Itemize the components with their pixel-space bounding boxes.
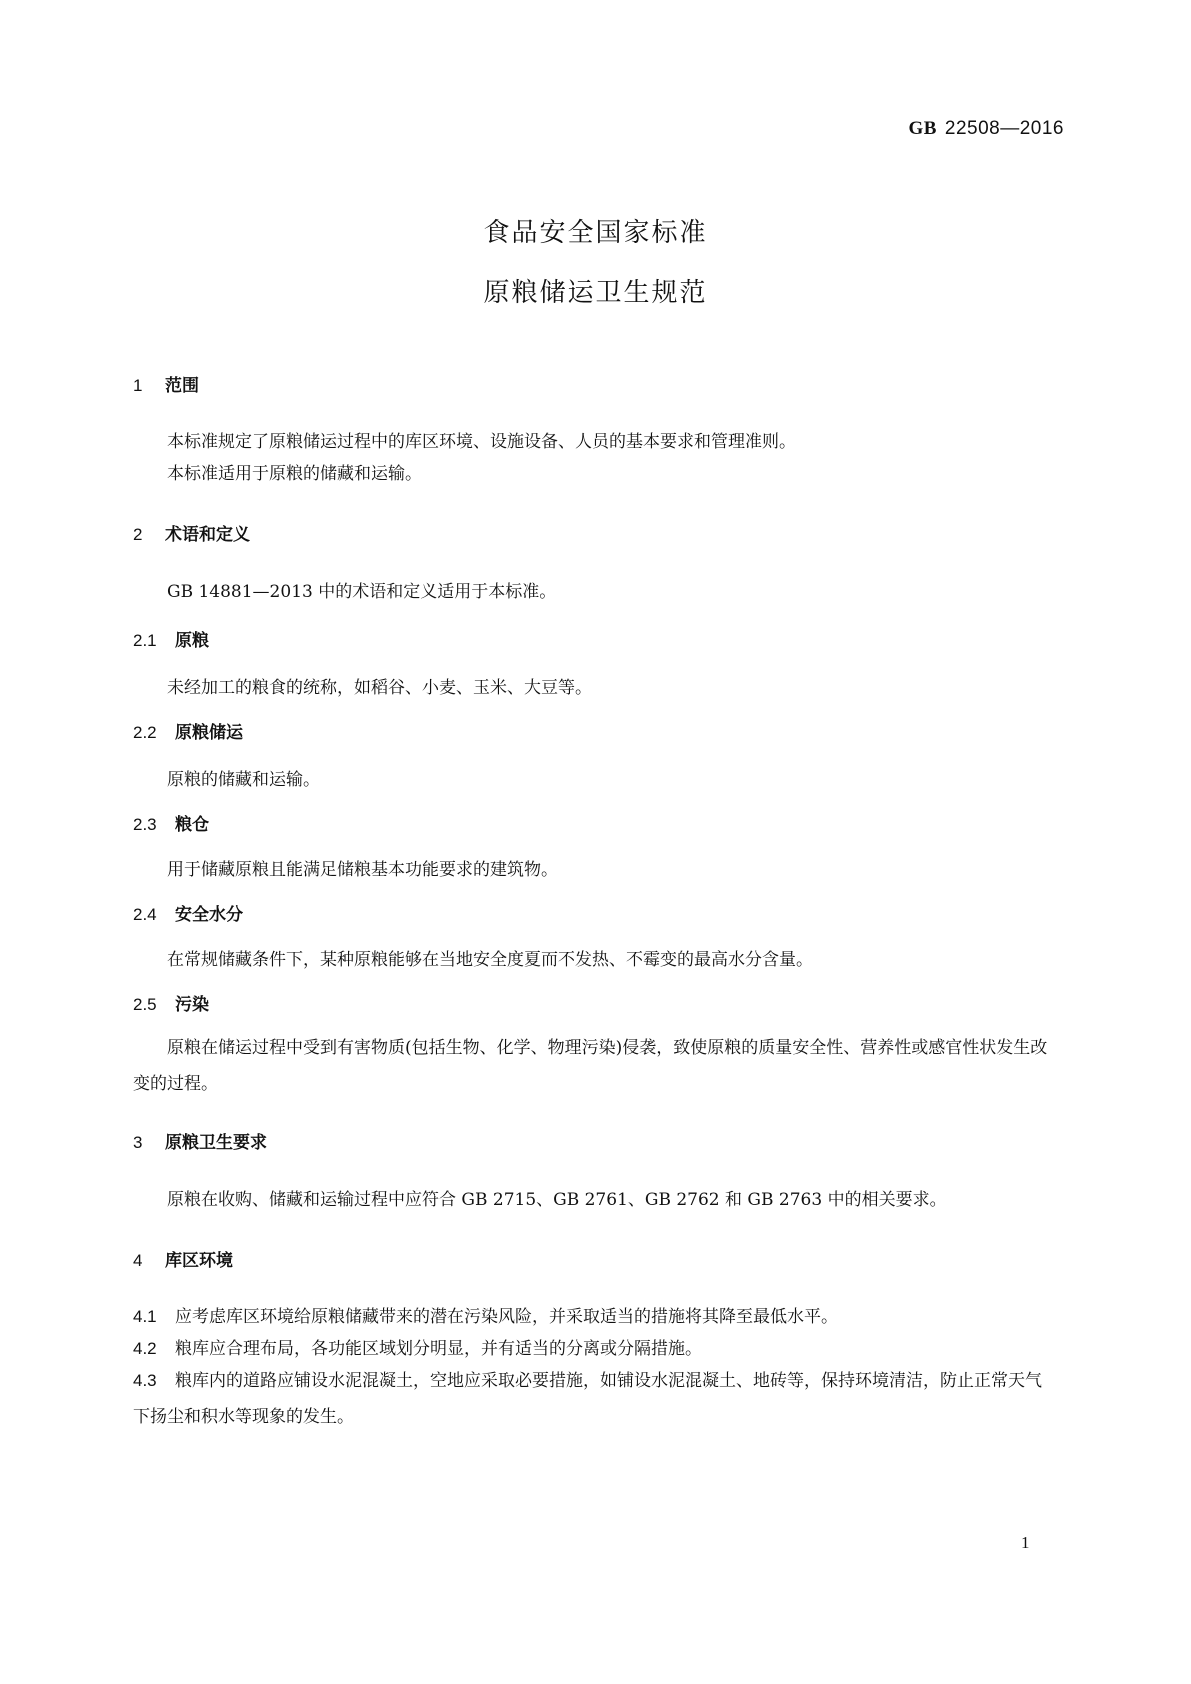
page-number: 1: [1021, 1533, 1030, 1552]
section-heading-2-3: 2.3 粮仓: [133, 815, 209, 835]
doc-title-line1: 食品安全国家标准: [483, 218, 708, 248]
section-heading-1: 1 范围: [133, 376, 199, 396]
section-heading-2: 2 术语和定义: [133, 525, 250, 545]
section-heading-2-2: 2.2 原粮储运: [133, 723, 243, 743]
section-heading-2-5: 2.5 污染: [133, 995, 209, 1015]
paragraph: 未经加工的粮食的统称，如稻谷、小麦、玉米、大豆等。: [167, 678, 592, 698]
standard-code: 22508—2016: [944, 118, 1064, 139]
standard-number: [908, 118, 1064, 140]
section-heading-2-1: 2.1 原粮: [133, 631, 209, 651]
clause-4-1: 4.1 应考虑库区环境给原粮储藏带来的潜在污染风险，并采取适当的措施将其降至最低水平。: [133, 1307, 838, 1327]
paragraph: 在常规储藏条件下，某种原粮能够在当地安全度夏而不发热、不霉变的最高水分含量。: [167, 950, 813, 970]
paragraph: 原粮的储藏和运输。: [167, 770, 320, 790]
clause-4-3: 4.3 粮库内的道路应铺设水泥混凝土，空地应采取必要措施，如铺设水泥混凝土、地砖等，保持环境清洁，防止正常天气下扬尘和积水等现象的发生。: [133, 1371, 1042, 1427]
clause-4-2: 4.2 粮库应合理布局，各功能区域划分明显，并有适当的分离或分隔措施。: [133, 1339, 702, 1359]
paragraph: GB 14881—2013 中的术语和定义适用于本标准。: [167, 582, 557, 602]
paragraph: 原粮在收购、储藏和运输过程中应符合 GB 2715、GB 2761、GB 2762 和 GB 2763 中的相关要求。: [167, 1190, 947, 1210]
paragraph: 本标准规定了原粮储运过程中的库区环境、设施设备、人员的基本要求和管理准则。: [167, 432, 796, 452]
doc-title-line2: 原粮储运卫生规范: [483, 278, 708, 308]
paragraph: 本标准适用于原粮的储藏和运输。: [167, 464, 422, 484]
paragraph: 用于储藏原粮且能满足储粮基本功能要求的建筑物。: [167, 860, 558, 880]
section-heading-4: 4 库区环境: [133, 1251, 233, 1271]
paragraph: 原粮在储运过程中受到有害物质(包括生物、化学、物理污染)侵袭，致使原粮的质量安全性、营养性或感官性状发生改变的过程。: [133, 1038, 1048, 1094]
section-heading-3: 3 原粮卫生要求: [133, 1133, 267, 1153]
section-heading-2-4: 2.4 安全水分: [133, 905, 243, 925]
gb-prefix: GB: [908, 118, 937, 139]
